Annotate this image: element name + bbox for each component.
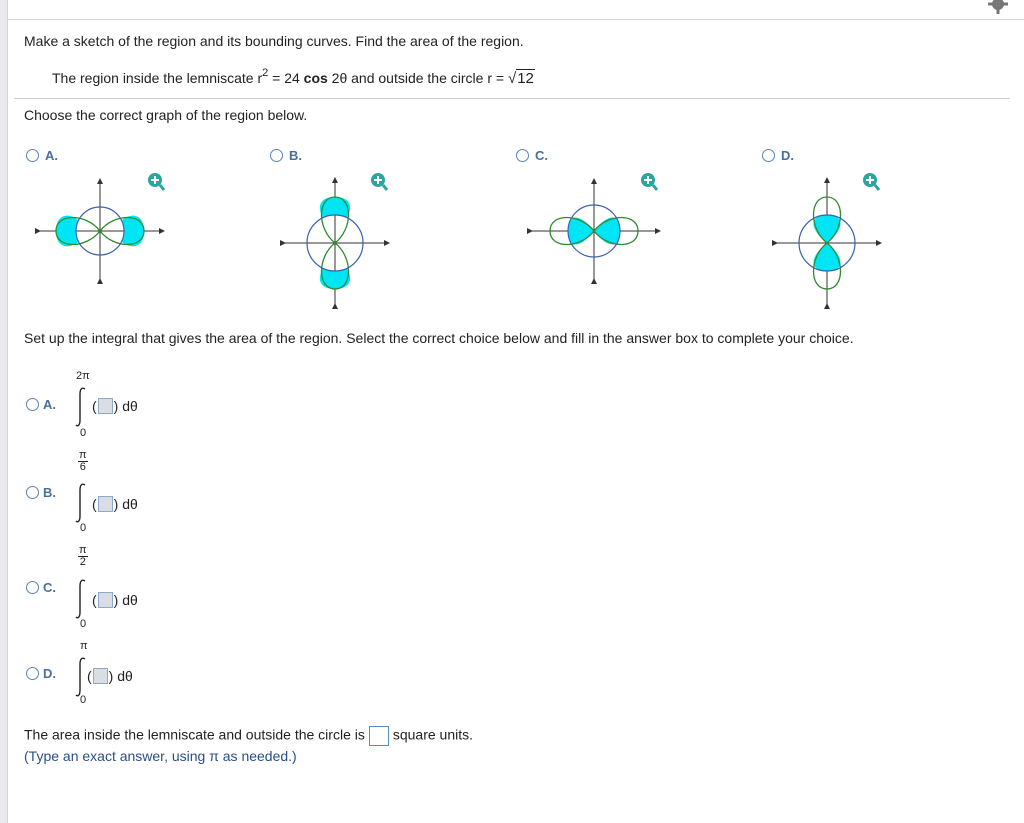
radio-button[interactable] xyxy=(26,149,39,162)
area-answer-input[interactable] xyxy=(369,726,389,746)
integrand: ( ) dθ xyxy=(92,496,138,512)
instruction-text: Make a sketch of the region and its bounding curves. Find the area of the region. xyxy=(24,33,524,49)
integral-option-a[interactable]: A. xyxy=(26,397,56,412)
upper-limit-fraction: $\frac{\pi}{2}$ xyxy=(79,544,87,568)
radio-button[interactable] xyxy=(26,581,39,594)
lower-limit: 0 xyxy=(80,618,87,630)
region-description: The region inside the lemniscate $r^2 = 24$ cos 2θ and outside the circle r = √12 xyxy=(52,67,534,87)
window-left-edge xyxy=(0,0,8,823)
lower-limit: 0 xyxy=(80,694,87,706)
graph-option-d[interactable]: D. xyxy=(762,148,794,163)
graph-c xyxy=(526,176,662,286)
integral-option-b[interactable]: B. xyxy=(26,485,56,500)
radio-button[interactable] xyxy=(26,486,39,499)
integrand: ( ) dθ xyxy=(92,398,138,414)
upper-limit: 2π xyxy=(76,370,90,382)
graph-option-b[interactable]: B. xyxy=(270,148,302,163)
section-divider xyxy=(14,98,1010,99)
lower-limit: 0 xyxy=(80,522,87,534)
graph-a xyxy=(34,176,166,286)
top-divider xyxy=(8,19,1024,20)
answer-hint: (Type an exact answer, using π as needed.) xyxy=(24,748,297,764)
radio-button[interactable] xyxy=(762,149,775,162)
graph-b xyxy=(280,176,390,310)
integral-sign xyxy=(74,578,88,620)
integral-option-d[interactable]: D. xyxy=(26,666,56,681)
integrand-answer-box[interactable] xyxy=(98,398,113,414)
final-answer-line: The area inside the lemniscate and outside the circle is square units. xyxy=(24,726,473,746)
upper-limit: π xyxy=(80,640,88,652)
radio-button[interactable] xyxy=(26,667,39,680)
graph-option-c[interactable]: C. xyxy=(516,148,548,163)
gear-icon[interactable] xyxy=(988,0,1008,14)
integral-option-c[interactable]: C. xyxy=(26,580,56,595)
integral-prompt: Set up the integral that gives the area of the region. Select the correct choice below and fill in the answer box to complete your choice. xyxy=(24,330,854,346)
graph-option-a[interactable]: A. xyxy=(26,148,58,163)
radio-button[interactable] xyxy=(26,398,39,411)
integrand: ( ) dθ xyxy=(92,592,138,608)
integrand: ( ) dθ xyxy=(87,668,133,684)
radio-button[interactable] xyxy=(270,149,283,162)
radio-button[interactable] xyxy=(516,149,529,162)
integrand-answer-box[interactable] xyxy=(93,668,108,684)
integrand-answer-box[interactable] xyxy=(98,592,113,608)
sqrt-expression: √12 xyxy=(507,70,534,87)
integral-sign xyxy=(74,386,88,428)
integral-sign xyxy=(74,656,88,698)
upper-limit-fraction: $\frac{\pi}{6}$ xyxy=(79,449,87,473)
graph-prompt: Choose the correct graph of the region below. xyxy=(24,107,308,123)
integral-sign xyxy=(74,482,88,524)
graph-d xyxy=(772,176,882,310)
lower-limit: 0 xyxy=(80,427,87,439)
integrand-answer-box[interactable] xyxy=(98,496,113,512)
